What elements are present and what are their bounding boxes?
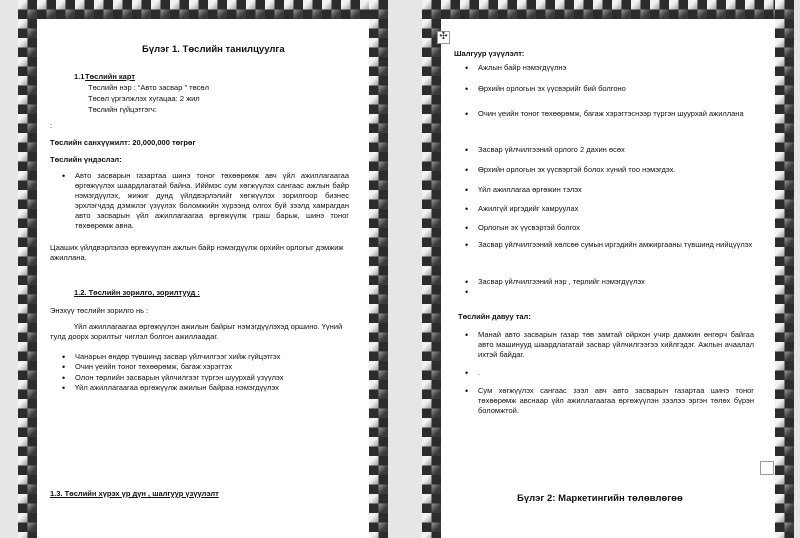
card-heading-number: 1.1	[74, 72, 85, 81]
page-2-content	[422, 0, 794, 538]
card-heading: Төслийн карт	[85, 72, 136, 81]
page-1-content	[18, 0, 388, 538]
criteria-item: • Ажлын байр нэмэгдүүлнэ	[478, 63, 566, 73]
basis-paragraph: Цааших үйлдвэрлэлээ өргөжүүлэн ажлын байр нэмэгдүүлж орхийн орлогыг дэмжиж ажиллана.	[50, 243, 344, 262]
table-move-handle-icon[interactable]: ✣	[437, 31, 450, 44]
basis-heading: Төслийн үндэслэл:	[50, 155, 122, 164]
card-line: Төслийн гүйцэтгэгч:	[88, 105, 157, 114]
card-line: Төсөл үргэлжлэх хугацаа: 2 жил	[88, 94, 200, 103]
criteria-item: • Өрхийн орлогын эх үүсвэртэй болох хүний тоо нэмэгдэх.	[478, 165, 675, 175]
goal-item: • Олон төрлийн засварын үйлчилгээг түргэн шуурхай үзүүлэх	[75, 373, 284, 383]
strength-item: • .	[478, 368, 480, 378]
document-page-1	[18, 0, 388, 538]
goal-item: • Очин үеийн тоног төхөөрөмж, багаж хэрэгтэх	[75, 362, 232, 372]
criteria-heading: Шалгуур үзүүлэлт:	[454, 49, 525, 58]
card-line: Төслийн нэр : “Авто засвар ” төсөл	[88, 83, 209, 92]
stray-colon: :	[50, 121, 53, 130]
budget-line: Төслийн санхүүжилт: 20,000,000 төгрөг	[50, 138, 196, 147]
goal-item: • Чанарын өндөр түвшинд засвар үйлчилгээг хийж гүйцэтгэх	[75, 352, 280, 362]
criteria-item: • Засвар үйлчилгээний хөлсөө сумын иргэдийн амжиргааны түвшинд нийцүүлэх	[478, 240, 758, 250]
criteria-item: • Орлогын эх үүсвэртэй болгох	[478, 223, 580, 233]
goals-intro: Энэхүү төслийн зорилго нь :	[50, 306, 149, 315]
criteria-item: • Ажилгүй иргэдийг хамруулах	[478, 204, 578, 214]
goals-paragraph: Үйл ажиллагаагаа өргөжүүлэн ажилын байрыг нэмэгдүүлэхэд оршино. Үүний тулд доорх зорилтыг чиглэл болгон ажиллаадаг.	[50, 322, 343, 341]
table-resize-handle[interactable]	[760, 461, 774, 475]
criteria-item: • Засвар үйлчилгээний нэр , терлийг нэмэгдүүлэх	[478, 277, 645, 287]
chapter-title: Бүлэг 1. Төслийн танилцуулга	[142, 44, 285, 55]
criteria-item: • Засвар үйлчилгээний орлого 2 дахин өсөх	[478, 145, 625, 155]
chapter-2-title: Бүлэг 2: Маркетингийн төлөвлөгөө	[517, 493, 683, 504]
goal-item: • Үйл ажиллагаагаа өргөжүүлж ажилын байраа нэмэгдүүлэх	[75, 383, 279, 393]
strength-item: • Сум хөгжүүлэх сангаас зээл авч авто засварын газартаа шинэ тоног төхөөрөмж авснаар үйл ажиллагаагаа өргөжүүлэн зээлээ эргэн төлөх бүрэн боломжтой.	[478, 386, 754, 416]
criteria-item: • Үйл ажиллагаа өргөжин тэлэх	[478, 185, 582, 195]
criteria-item: • Очин үеийн тоног төхөөрөмж, багаж хэрэгтэснээр түргэн шуурхай ажиллана	[478, 109, 748, 119]
goals-heading: 1.2. Төслийн зорилго, зорилтууд :	[74, 288, 200, 297]
criteria-item: • Өрхийн орлогын эх үүсвэрийг бий болгоно	[478, 84, 626, 94]
basis-bullet: • Авто засварын газартаа шинэ тоног төхөөрөмж авч үйл ажиллагаагаа өргөжүүлэх шаардлагатай байна. Ийймэс сум хөгжүүлэх сангаас ажлын байр нэмэгдүүлэх, жижиг дунд үйлдвэрлэлийг хөгжүүлэх зорилгоор бизнес эрхлэгчдэд дэмжлэг үзүүлэх боломжийн хүрээнд олгох буй зээлд хамрагдан авто засварын үйл ажиллагаагаа өргөжүүлж граш барьж, шинэ тоног төхөөрөмж авна.	[75, 171, 349, 231]
strength-item: • Манай авто засварын газар төв замтай ойрхон учир дамжин өнгөрч байгаа авто машинууд шаардлагатай засвар үйлчилгээгээ хийлгэдэг. Ажлын ачаалал ихтэй байдаг.	[478, 330, 754, 360]
strength-heading: Төслийн давуу тал:	[458, 312, 531, 321]
document-page-2	[422, 0, 794, 538]
results-heading: 1.3. Төслийн хүрэх үр дүн , шалгуур үзүүлэлт	[50, 489, 219, 498]
